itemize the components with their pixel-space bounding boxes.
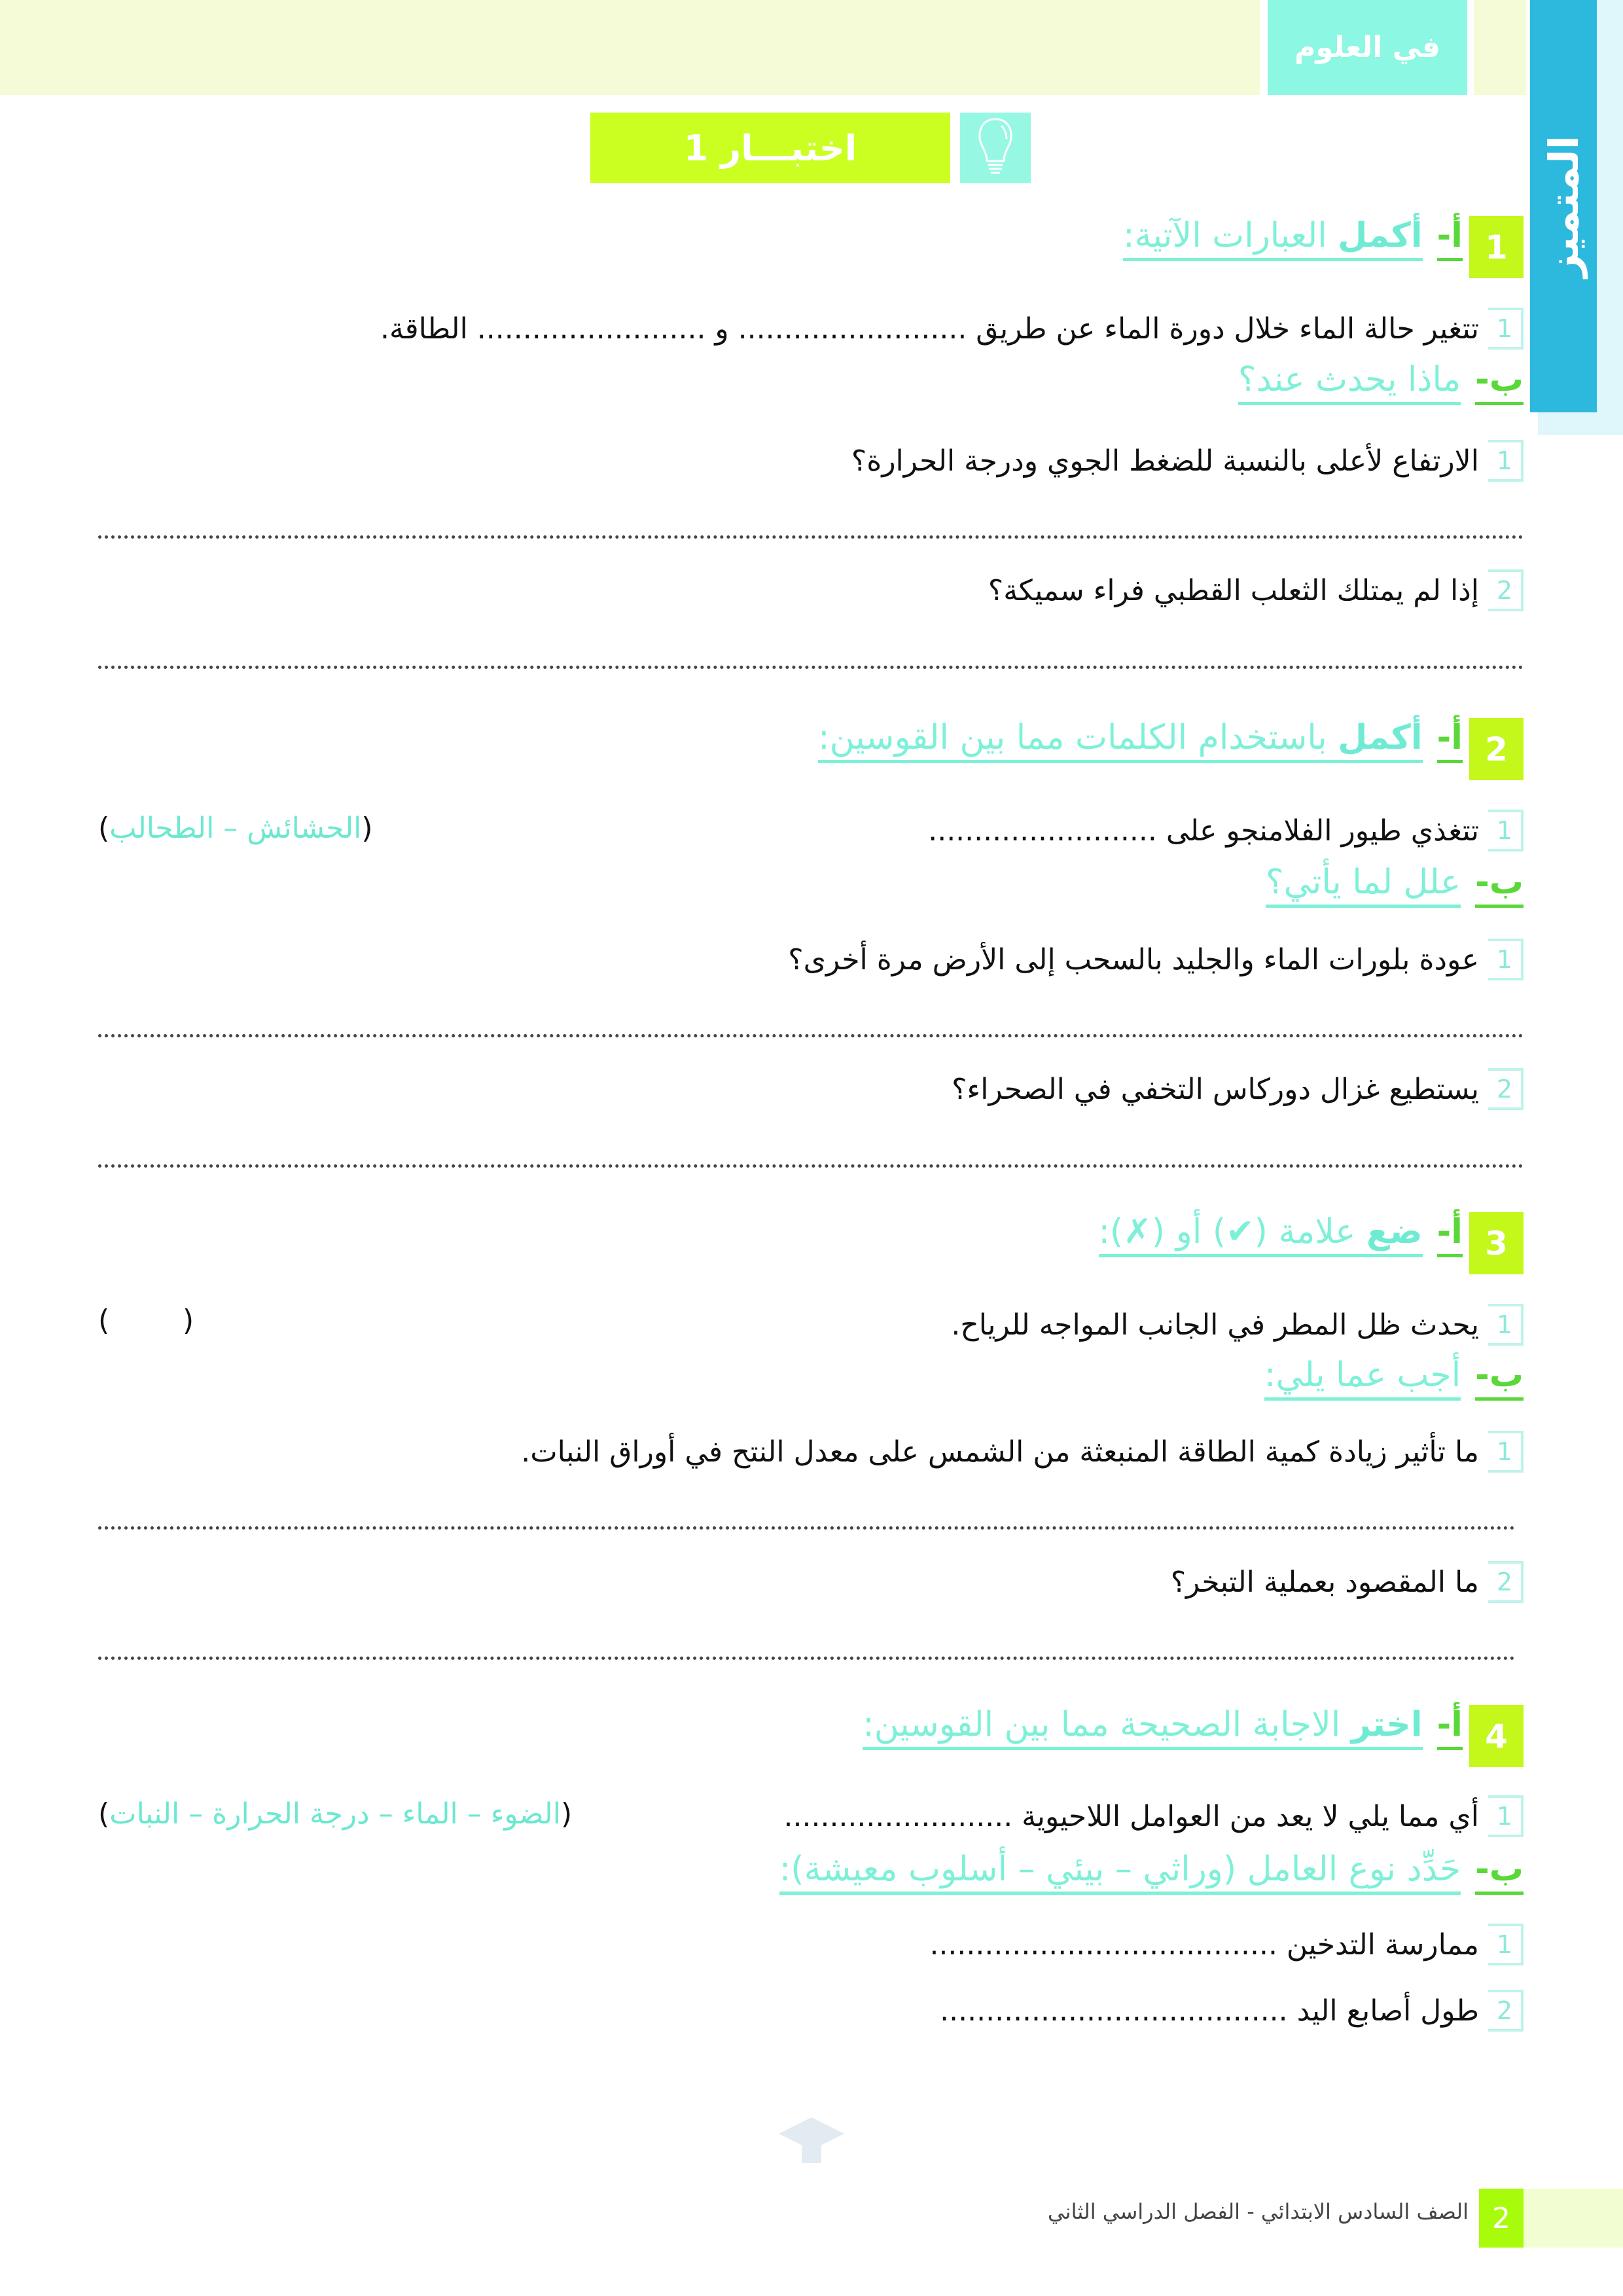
question-row (1171, 1561, 1524, 1603)
options-text: الضوء – الماء – درجة الحرارة – النبات (109, 1797, 561, 1831)
instruction (818, 718, 1423, 763)
series-logo (1530, 0, 1597, 412)
part-letter: ب- (1475, 1850, 1524, 1895)
section-number: 3 (1469, 1212, 1524, 1274)
question-row (788, 939, 1524, 980)
answer-line[interactable] (98, 535, 1524, 539)
options-text: الحشائش – الطحالب (109, 812, 362, 845)
section-number: 2 (1469, 718, 1524, 780)
question-number: 1 (1488, 1924, 1524, 1965)
answer-box[interactable]: ( ) (98, 1304, 194, 1337)
question-row (380, 308, 1524, 350)
instruction-text: ماذا يحدث عند؟ (1238, 360, 1461, 405)
section-3-part-b-heading (1264, 1355, 1524, 1401)
instruction-verb: اختر (1351, 1705, 1423, 1744)
question-row (988, 569, 1524, 611)
question-row (940, 1990, 1524, 2032)
question-text: يستطيع غزال دوركاس التخفي في الصحراء؟ (952, 1072, 1479, 1106)
instruction-text: حَدِّد نوع العامل (وراثي – بيئي – أسلوب معيشة): (779, 1850, 1461, 1895)
section-1-part-b-heading (1238, 360, 1524, 405)
answer-line[interactable] (98, 1657, 1515, 1660)
instruction-verb: ضع (1366, 1212, 1423, 1251)
question-text: ما المقصود بعملية التبخر؟ (1170, 1565, 1479, 1599)
instruction-verb: أكمل (1338, 718, 1423, 757)
question-row (951, 1304, 1524, 1346)
answer-line[interactable] (98, 1526, 1515, 1530)
header-band (0, 0, 1260, 95)
question-text: ما تأثير زيادة كمية الطاقة المنبعثة من الشمس على معدل النتح في أوراق النبات. (521, 1435, 1479, 1469)
lightbulb-icon (960, 113, 1031, 183)
question-text: أي مما يلي لا يعد من العوامل اللاحيوية ......................... (783, 1799, 1479, 1833)
question-row (521, 1431, 1524, 1473)
section-3-part-a-heading (1099, 1212, 1463, 1257)
question-number: 1 (1488, 1431, 1524, 1473)
section-4-part-b-heading (779, 1850, 1524, 1895)
section-2-part-a-heading (818, 718, 1463, 763)
question-text: يحدث ظل المطر في الجانب المواجه للرياح. (951, 1308, 1479, 1342)
question-number: 2 (1488, 1561, 1524, 1603)
instruction-text: الاجابة الصحيحة مما بين القوسين: (863, 1705, 1341, 1744)
word-options: (الضوء – الماء – درجة الحرارة – النبات) (98, 1797, 573, 1831)
question-text: إذا لم يمتلك الثعلب القطبي فراء سميكة؟ (988, 573, 1479, 607)
question-row (784, 1795, 1524, 1837)
question-number: 1 (1488, 308, 1524, 350)
word-options: (الحشائش – الطحالب) (98, 812, 373, 845)
question-text: تتغير حالة الماء خلال دورة الماء عن طريق ......................... و ......................... الطاقة. (380, 312, 1479, 346)
instruction-verb: أكمل (1338, 216, 1423, 255)
section-4-part-a-heading (863, 1705, 1463, 1750)
question-row (952, 1068, 1524, 1110)
instruction (863, 1705, 1422, 1750)
question-row (928, 810, 1524, 852)
question-text: الارتفاع لأعلى بالنسبة للضغط الجوي ودرجة الحرارة؟ (851, 444, 1479, 478)
instruction-text: علامة (✔) أو (✗): (1098, 1212, 1356, 1251)
exam-title: اختبـــار 1 (590, 113, 950, 183)
question-text: عودة بلورات الماء والجليد بالسحب إلى الأرض مرة أخرى؟ (788, 942, 1479, 977)
section-number: 1 (1469, 216, 1524, 278)
answer-line[interactable] (98, 666, 1524, 669)
instruction-text: باستخدام الكلمات مما بين القوسين: (818, 718, 1327, 757)
page-number: 2 (1479, 2189, 1524, 2248)
question-text: تتغذي طيور الفلامنجو على ......................... (928, 814, 1479, 848)
question-number: 1 (1488, 1795, 1524, 1837)
question-number: 1 (1488, 1304, 1524, 1346)
series-name: المتميز (1539, 135, 1588, 278)
footer-band (1524, 2189, 1623, 2248)
question-number: 1 (1488, 939, 1524, 980)
question-row (929, 1924, 1524, 1965)
instruction (1123, 216, 1423, 261)
part-letter: ب- (1475, 863, 1524, 908)
instruction-text: أجب عما يلي: (1264, 1355, 1461, 1401)
question-number: 2 (1488, 1990, 1524, 2032)
section-1-part-a-heading (1123, 216, 1463, 261)
question-number: 2 (1488, 569, 1524, 611)
footer-grade-term: الصف السادس الابتدائي - الفصل الدراسي الثاني (1047, 2199, 1469, 2224)
part-letter: أ- (1437, 216, 1463, 261)
part-letter: أ- (1437, 1705, 1463, 1750)
answer-line[interactable] (98, 1164, 1524, 1168)
question-text: ممارسة التدخين ...................................... (929, 1928, 1479, 1962)
question-number: 2 (1488, 1068, 1524, 1110)
question-row (851, 440, 1524, 482)
instruction-text: العبارات الآتية: (1123, 216, 1327, 255)
section-2-part-b-heading (1266, 863, 1524, 908)
question-text: طول أصابع اليد ...................................... (940, 1994, 1479, 2028)
question-number: 1 (1488, 440, 1524, 482)
question-number: 1 (1488, 810, 1524, 852)
instruction (1099, 1212, 1423, 1257)
answer-line[interactable] (98, 1034, 1524, 1037)
part-letter: أ- (1437, 1212, 1463, 1257)
part-letter: ب- (1475, 360, 1524, 405)
watermark-logo (720, 2108, 903, 2238)
header-band-end (1474, 0, 1526, 95)
instruction-text: علل لما يأتي؟ (1266, 863, 1461, 908)
part-letter: أ- (1437, 718, 1463, 763)
part-letter: ب- (1475, 1355, 1524, 1401)
subject-label: في العلوم (1268, 0, 1467, 95)
section-number: 4 (1469, 1705, 1524, 1767)
